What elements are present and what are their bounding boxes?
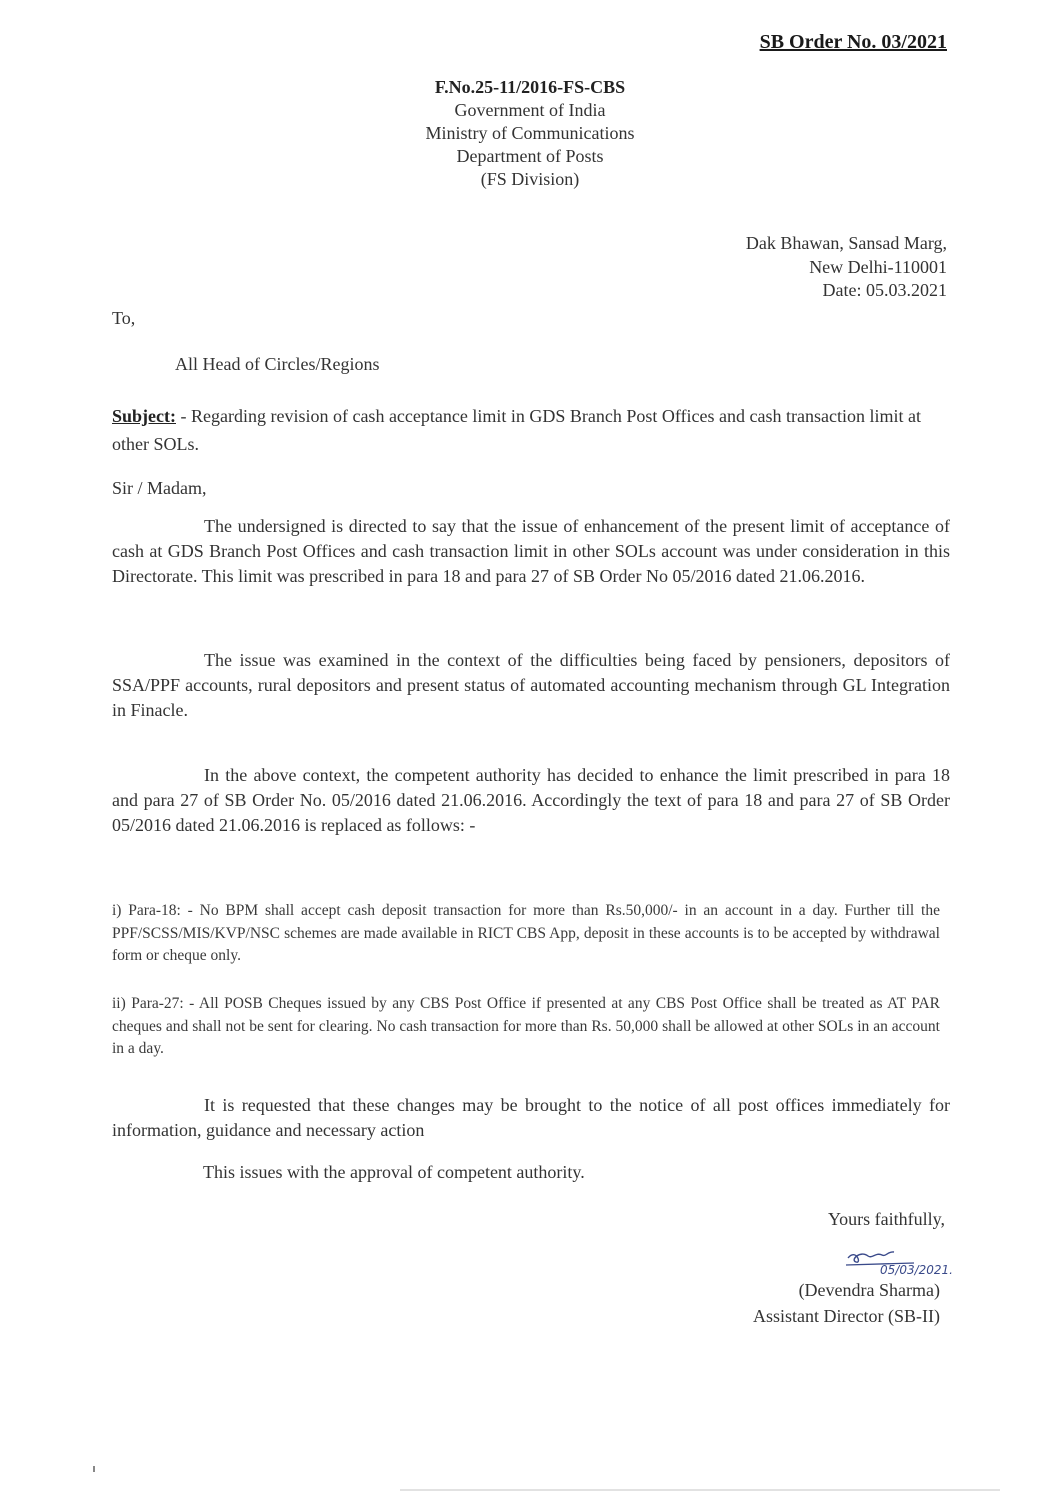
letter-header: [300, 76, 760, 191]
scan-speck: [93, 1466, 95, 1472]
approval-note: This issues with the approval of competent authority.: [203, 1162, 585, 1182]
subject-label: Subject:: [112, 406, 176, 426]
paragraph-text: It is requested that these changes may be brought to the notice of all post offices immediately for information, guidance and necessary action: [112, 1095, 950, 1140]
header-department: Department of Posts: [456, 146, 604, 166]
paragraph-text: The undersigned is directed to say that the issue of enhancement of the present limit of acceptance of cash at GDS Branch Post Offices and cash transaction limit in other SOLs account was under consideration in this Directorate. This limit was prescribed in para 18 and para 27 of SB Order No 05/2016 dated 21.06.2016.: [112, 516, 950, 586]
body-paragraph-2: [112, 648, 950, 723]
header-ministry: Ministry of Communications: [425, 123, 635, 143]
to-label: To,: [112, 308, 136, 328]
signatory-name: (Devendra Sharma): [798, 1280, 940, 1300]
body-paragraph-3: [112, 763, 950, 838]
sender-address: [746, 232, 947, 303]
salutation: Sir / Madam,: [112, 478, 207, 498]
subject-text: - Regarding revision of cash acceptance limit in GDS Branch Post Offices and cash transaction limit at other SOLs.: [112, 406, 921, 454]
scan-edge: [400, 1489, 1000, 1491]
para-18-text: i) Para-18: - No BPM shall accept cash deposit transaction for more than Rs.50,000/- in an account in a day. Further till the PPF/SCSS/MIS/KVP/NSC schemes are made available in RICT CBS App, deposit in these accounts is to be accepted by withdrawal form or cheque only.: [112, 902, 940, 964]
order-number: SB Order No. 03/2021: [759, 31, 947, 53]
recipient: All Head of Circles/Regions: [175, 354, 380, 374]
header-government: Government of India: [454, 100, 606, 120]
address-line1: Dak Bhawan, Sansad Marg,: [745, 233, 947, 253]
body-paragraph-1: [112, 514, 950, 589]
body-paragraph-request: [112, 1093, 950, 1143]
paragraph-text: In the above context, the competent authority has decided to enhance the limit prescribed in para 18 and para 27 of SB Order No. 05/2016 dated 21.06.2016. Accordingly the text of para 18 and para 27 of SB Order 05/2016 dated 21.06.2016 is replaced as follows: -: [112, 765, 950, 835]
closing: Yours faithfully,: [827, 1209, 945, 1229]
file-number: F.No.25-11/2016-FS-CBS: [434, 77, 626, 97]
subject: [112, 402, 952, 458]
header-division: (FS Division): [480, 169, 580, 189]
para-27-text: ii) Para-27: - All POSB Cheques issued by any CBS Post Office if presented at any CBS Post Office shall be treated as AT PAR cheques and shall not be sent for clearing. No cash transaction for more than Rs. 50,000 shall be allowed at other SOLs in an account in a day.: [112, 995, 940, 1057]
signatory-designation: Assistant Director (SB-II): [753, 1306, 940, 1326]
paragraph-text: The issue was examined in the context of the difficulties being faced by pensioners, depositors of SSA/PPF accounts, rural depositors and present status of automated accounting mechanism through GL Integration in Finacle.: [112, 650, 950, 720]
letter-date: Date: 05.03.2021: [822, 280, 947, 300]
signature-date: 05/03/2021.: [880, 1263, 953, 1277]
address-line2: New Delhi-110001: [809, 256, 947, 277]
